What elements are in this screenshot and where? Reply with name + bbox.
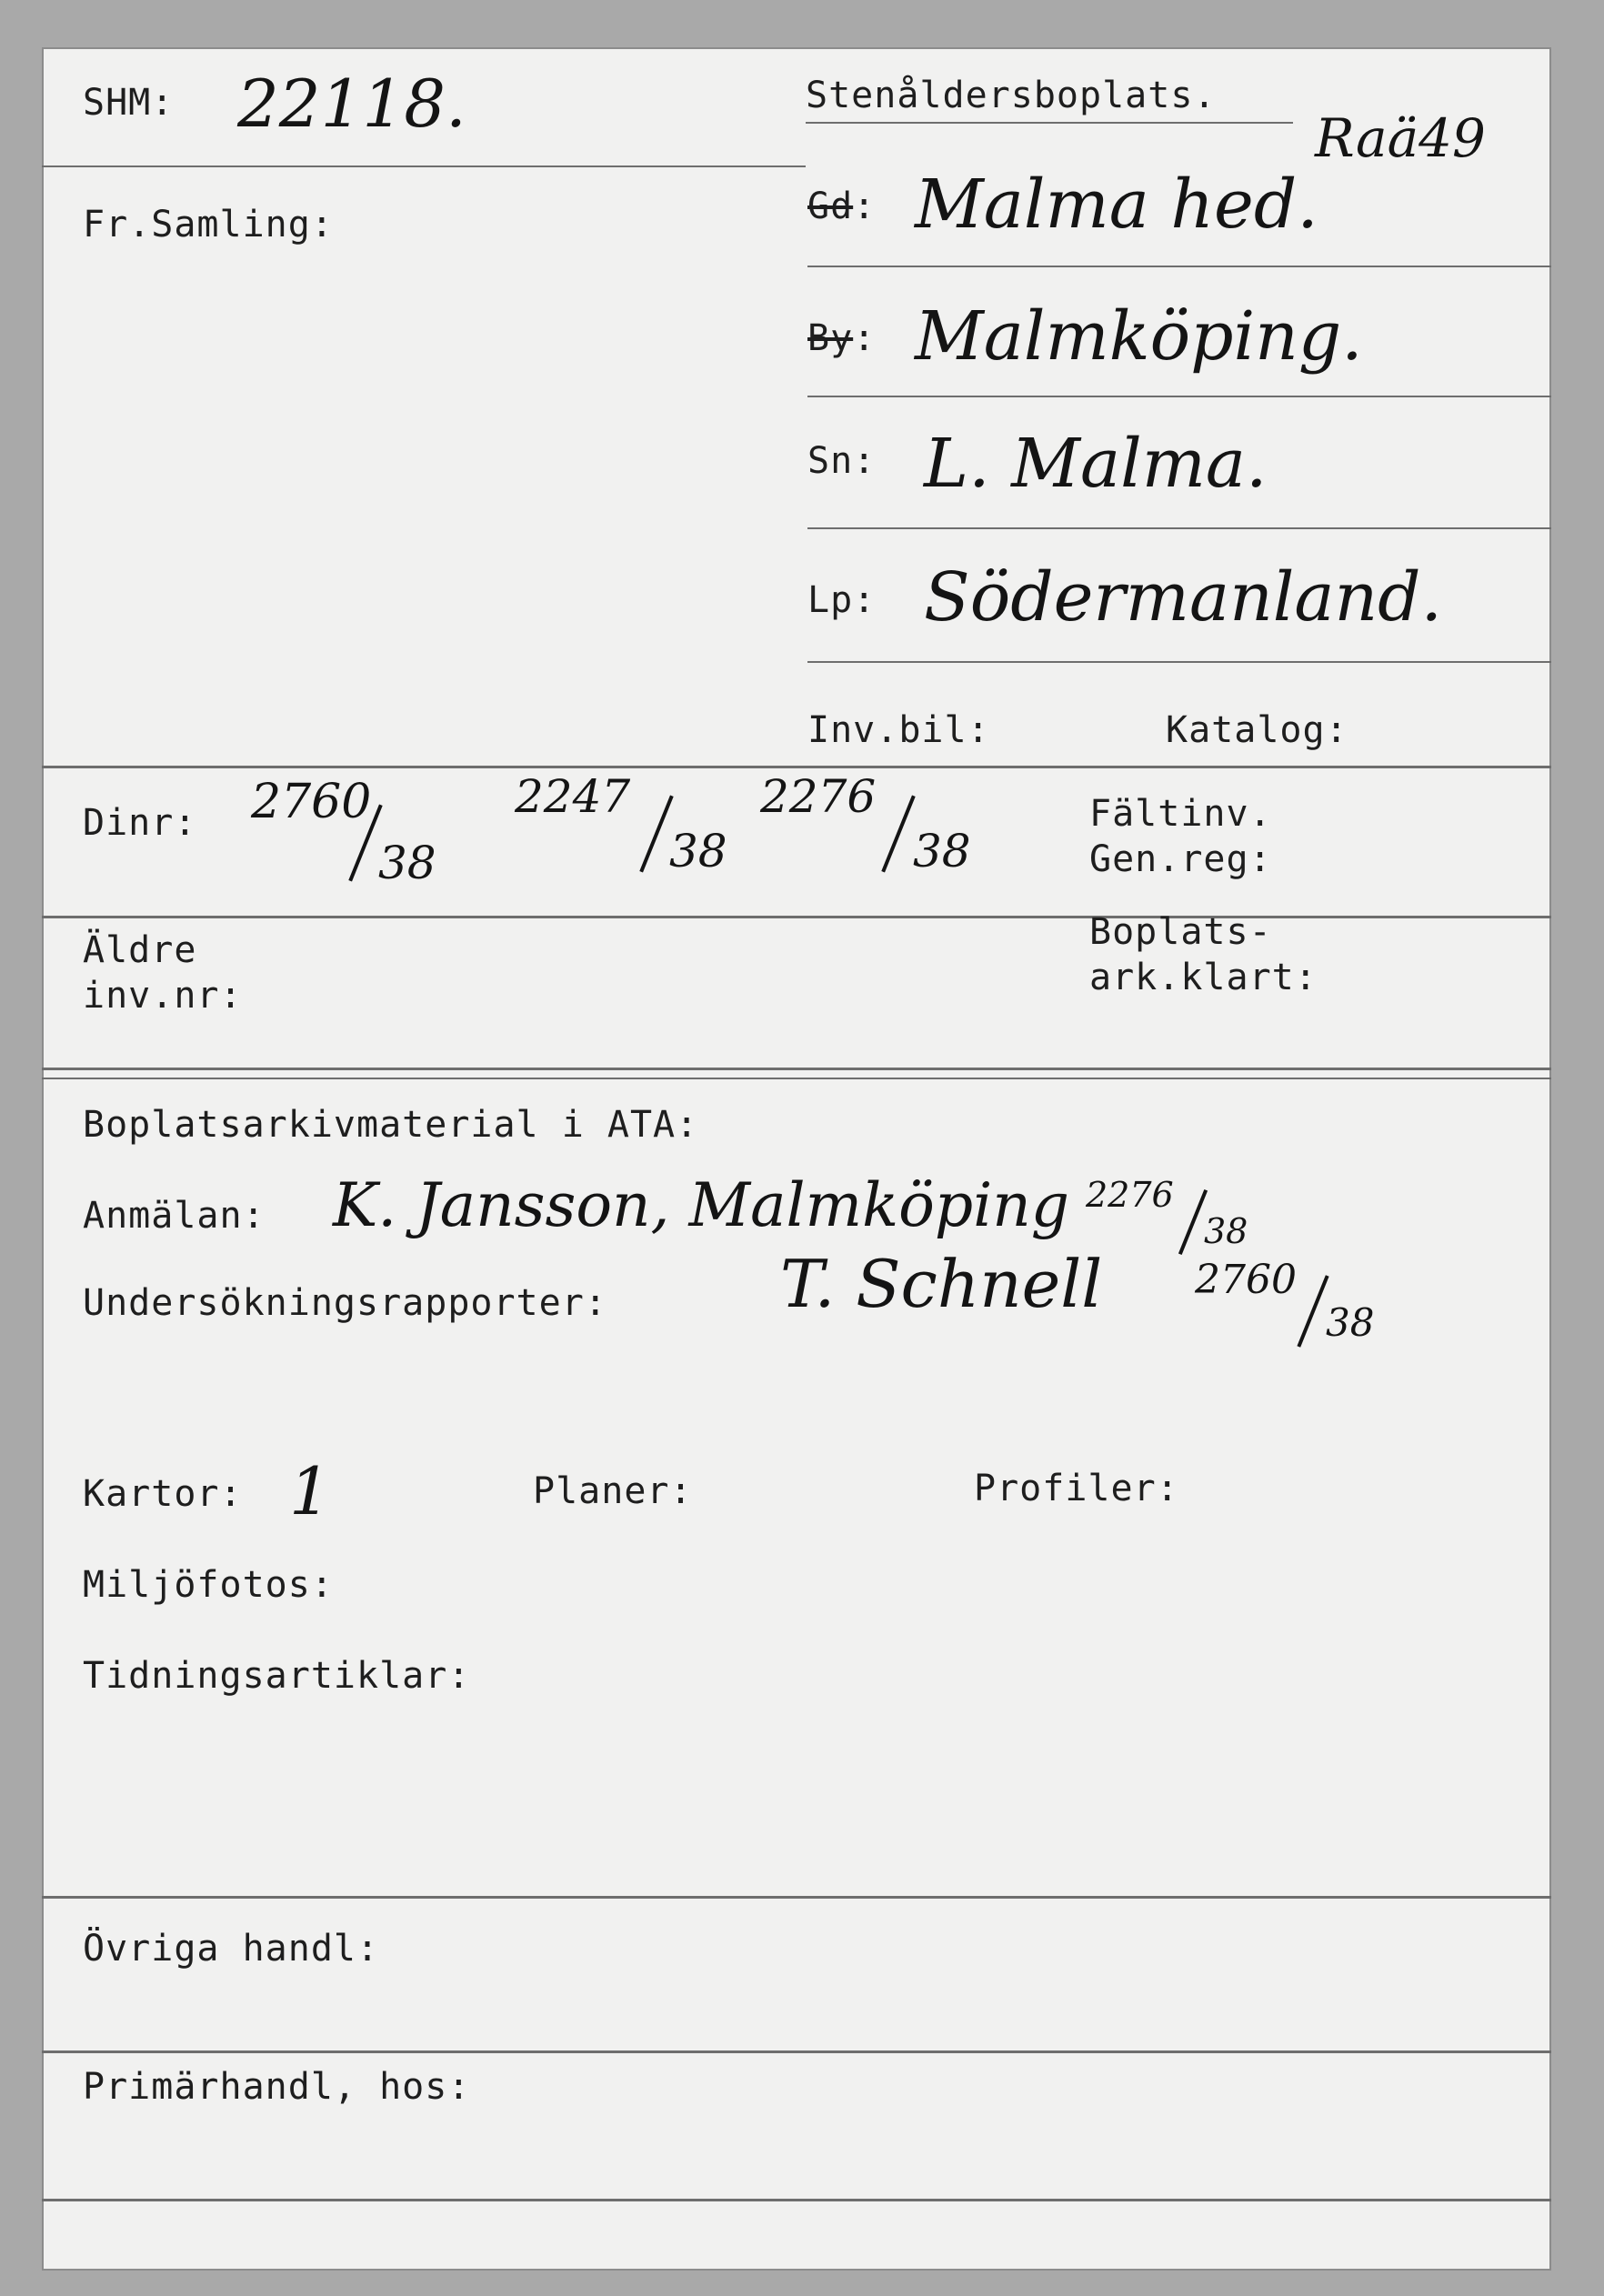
dinr-1-den: 38 (378, 837, 436, 889)
sn-line (807, 527, 1551, 529)
faltinv-label: Fältinv. (1089, 793, 1272, 835)
section-divider-aldre (42, 916, 1551, 918)
section-divider-ovriga (42, 1896, 1551, 1899)
by-label: By: (807, 317, 877, 359)
samling-label: Fr.Samling: (83, 204, 334, 246)
gd-value: Malma hed. (915, 165, 1318, 244)
shm-label: SHM: (83, 82, 175, 124)
tidning-label: Tidningsartiklar: (83, 1655, 471, 1697)
lp-label: Lp: (807, 579, 877, 621)
anmalan-ref-den: 38 (1204, 1211, 1248, 1251)
section-divider-dinr (42, 766, 1551, 768)
katalog-label: Katalog: (1166, 709, 1348, 751)
dinr-3-slash (881, 796, 915, 873)
rapport-ref-den: 38 (1326, 1300, 1375, 1345)
section-divider-bottom (42, 2199, 1551, 2201)
header-divider-left (42, 165, 806, 167)
category-title: Stenåldersboplats. (806, 75, 1217, 116)
section-divider-archive-1 (42, 1068, 1551, 1070)
genreg-label: Gen.reg: (1089, 838, 1272, 880)
ovriga-label: Övriga handl: (83, 1928, 380, 1970)
catalog-card (42, 47, 1551, 2271)
by-value: Malmköping. (915, 297, 1363, 376)
archive-heading: Boplatsarkivmaterial i ATA: (83, 1104, 699, 1146)
dinr-3-num: 2276 (760, 770, 877, 823)
lp-value: Södermanland. (924, 558, 1443, 637)
rapport-ref-slash (1297, 1275, 1328, 1347)
dinr-3-den: 38 (913, 825, 971, 877)
category-underline (806, 122, 1293, 124)
shm-number: 22118. (237, 65, 466, 142)
aldre-label-2: inv.nr: (83, 975, 243, 1017)
aldre-label-1: Äldre (83, 929, 197, 971)
anmalan-ref-num: 2276 (1086, 1175, 1174, 1215)
rapport-ref-num: 2760 (1195, 1257, 1297, 1303)
by-line (807, 396, 1551, 397)
dinr-2-den: 38 (669, 825, 727, 877)
gd-line (807, 266, 1551, 267)
by-label-text: By (807, 317, 854, 359)
inv-bil-label: Inv.bil: (807, 709, 990, 751)
kartor-label: Kartor: (83, 1473, 243, 1515)
sn-label: Sn: (807, 440, 877, 482)
planer-label: Planer: (533, 1470, 693, 1512)
boplats-label-1: Boplats- (1089, 911, 1272, 953)
miljofotos-label: Miljöfotos: (83, 1564, 334, 1606)
raa-number: Raä49 (1315, 107, 1486, 169)
kartor-value: 1 (289, 1453, 331, 1529)
dinr-2-num: 2247 (515, 770, 631, 823)
anmalan-label: Anmälan: (83, 1195, 266, 1237)
dinr-label: Dinr: (83, 802, 197, 844)
lp-line (807, 661, 1551, 663)
boplats-label-2: ark.klart: (1089, 957, 1318, 998)
anmalan-value: K. Jansson, Malmköping (333, 1170, 1069, 1240)
sn-value: L. Malma. (924, 425, 1268, 503)
primar-label: Primärhandl, hos: (83, 2066, 471, 2108)
section-divider-primar (42, 2050, 1551, 2053)
rapport-label: Undersökningsrapporter: (83, 1282, 607, 1324)
gd-label-text: Gd (807, 185, 854, 227)
dinr-1-num: 2760 (251, 775, 372, 829)
gd-label: Gd: (807, 185, 877, 227)
profiler-label: Profiler: (974, 1468, 1179, 1509)
rapport-value: T. Schnell (780, 1246, 1103, 1322)
section-divider-archive-2 (42, 1078, 1551, 1079)
